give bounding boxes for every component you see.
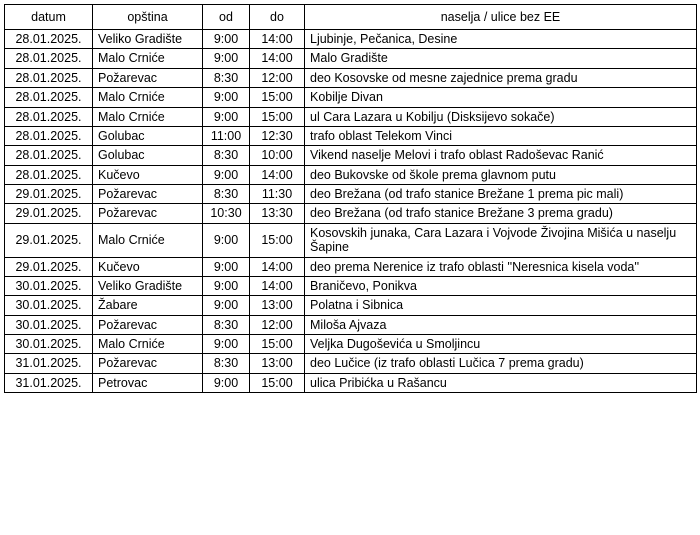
table-row (5, 223, 697, 257)
cell-municipality: Golubac (93, 126, 203, 145)
cell-municipality: Golubac (93, 146, 203, 165)
table-row (5, 185, 697, 204)
table-row (5, 126, 697, 145)
table-row (5, 373, 697, 392)
table-row (5, 296, 697, 315)
table-header (5, 5, 697, 30)
cell-areas: Braničevo, Ponikva (305, 276, 697, 295)
cell-time-to: 15:00 (250, 88, 305, 107)
cell-municipality: Žabare (93, 296, 203, 315)
cell-municipality: Veliko Gradište (93, 30, 203, 49)
cell-time-to: 10:00 (250, 146, 305, 165)
cell-time-to: 12:00 (250, 68, 305, 87)
cell-areas: Miloša Ajvaza (305, 315, 697, 334)
table-header-row (5, 5, 697, 30)
cell-areas: deo Lučice (iz trafo oblasti Lučica 7 prema gradu) (305, 354, 697, 373)
cell-date: 31.01.2025. (5, 373, 93, 392)
cell-date: 29.01.2025. (5, 257, 93, 276)
table-row (5, 68, 697, 87)
cell-municipality: Malo Crniće (93, 49, 203, 68)
cell-time-to: 14:00 (250, 257, 305, 276)
cell-areas: Kobilje Divan (305, 88, 697, 107)
power-outage-table (4, 4, 697, 393)
cell-time-from: 9:00 (203, 49, 250, 68)
table-row (5, 204, 697, 223)
cell-time-from: 9:00 (203, 373, 250, 392)
cell-date: 29.01.2025. (5, 223, 93, 257)
column-header-municipality: opština (93, 5, 203, 30)
cell-date: 28.01.2025. (5, 146, 93, 165)
cell-time-from: 9:00 (203, 335, 250, 354)
cell-time-from: 8:30 (203, 185, 250, 204)
column-header-date: datum (5, 5, 93, 30)
cell-date: 29.01.2025. (5, 185, 93, 204)
table-row (5, 146, 697, 165)
cell-areas: Ljubinje, Pečanica, Desine (305, 30, 697, 49)
cell-time-from: 9:00 (203, 107, 250, 126)
cell-time-to: 13:00 (250, 296, 305, 315)
column-header-areas: naselja / ulice bez EE (305, 5, 697, 30)
table-row (5, 257, 697, 276)
table-row (5, 88, 697, 107)
cell-time-from: 9:00 (203, 88, 250, 107)
cell-municipality: Požarevac (93, 204, 203, 223)
cell-time-from: 9:00 (203, 30, 250, 49)
cell-areas: deo Brežana (od trafo stanice Brežane 3 prema gradu) (305, 204, 697, 223)
cell-municipality: Kučevo (93, 257, 203, 276)
cell-municipality: Požarevac (93, 68, 203, 87)
table-row (5, 165, 697, 184)
cell-time-from: 9:00 (203, 165, 250, 184)
cell-date: 28.01.2025. (5, 88, 93, 107)
table-body (5, 30, 697, 393)
cell-time-from: 8:30 (203, 146, 250, 165)
cell-municipality: Malo Crniće (93, 223, 203, 257)
cell-time-from: 10:30 (203, 204, 250, 223)
cell-time-to: 14:00 (250, 165, 305, 184)
cell-time-to: 13:00 (250, 354, 305, 373)
cell-municipality: Petrovac (93, 373, 203, 392)
cell-date: 28.01.2025. (5, 30, 93, 49)
cell-time-from: 9:00 (203, 223, 250, 257)
cell-time-from: 9:00 (203, 276, 250, 295)
cell-areas: Veljka Dugoševića u Smoljincu (305, 335, 697, 354)
cell-time-to: 13:30 (250, 204, 305, 223)
cell-time-to: 15:00 (250, 223, 305, 257)
cell-municipality: Požarevac (93, 185, 203, 204)
table-row (5, 107, 697, 126)
table-row (5, 49, 697, 68)
table-row (5, 354, 697, 373)
cell-date: 30.01.2025. (5, 276, 93, 295)
cell-time-to: 12:00 (250, 315, 305, 334)
cell-date: 28.01.2025. (5, 49, 93, 68)
cell-date: 30.01.2025. (5, 335, 93, 354)
cell-time-to: 12:30 (250, 126, 305, 145)
table-row (5, 335, 697, 354)
table-row (5, 276, 697, 295)
cell-areas: deo prema Nerenice iz trafo oblasti ''Neresnica kisela voda'' (305, 257, 697, 276)
cell-areas: deo Brežana (od trafo stanice Brežane 1 prema pic mali) (305, 185, 697, 204)
table-row (5, 30, 697, 49)
cell-time-from: 8:30 (203, 68, 250, 87)
column-header-to: do (250, 5, 305, 30)
cell-date: 28.01.2025. (5, 107, 93, 126)
cell-time-from: 9:00 (203, 257, 250, 276)
cell-time-to: 11:30 (250, 185, 305, 204)
cell-date: 31.01.2025. (5, 354, 93, 373)
column-header-from: od (203, 5, 250, 30)
cell-date: 28.01.2025. (5, 165, 93, 184)
cell-municipality: Malo Crniće (93, 107, 203, 126)
cell-municipality: Kučevo (93, 165, 203, 184)
cell-areas: Kosovskih junaka, Cara Lazara i Vojvode Živojina Mišića u naselju Šapine (305, 223, 697, 257)
cell-time-from: 11:00 (203, 126, 250, 145)
cell-municipality: Veliko Gradište (93, 276, 203, 295)
cell-municipality: Požarevac (93, 354, 203, 373)
cell-municipality: Požarevac (93, 315, 203, 334)
cell-areas: deo Bukovske od škole prema glavnom putu (305, 165, 697, 184)
cell-areas: trafo oblast Telekom Vinci (305, 126, 697, 145)
cell-time-to: 15:00 (250, 335, 305, 354)
cell-time-to: 14:00 (250, 49, 305, 68)
cell-areas: ul Cara Lazara u Kobilju (Disksijevo sokače) (305, 107, 697, 126)
cell-time-from: 9:00 (203, 296, 250, 315)
cell-areas: Vikend naselje Melovi i trafo oblast Radoševac Ranić (305, 146, 697, 165)
cell-time-to: 15:00 (250, 373, 305, 392)
cell-municipality: Malo Crniće (93, 88, 203, 107)
cell-time-from: 8:30 (203, 354, 250, 373)
cell-date: 28.01.2025. (5, 126, 93, 145)
cell-date: 30.01.2025. (5, 315, 93, 334)
cell-date: 28.01.2025. (5, 68, 93, 87)
table-row (5, 315, 697, 334)
cell-date: 29.01.2025. (5, 204, 93, 223)
cell-areas: ulica Pribićka u Rašancu (305, 373, 697, 392)
cell-time-to: 14:00 (250, 30, 305, 49)
cell-areas: deo Kosovske od mesne zajednice prema gradu (305, 68, 697, 87)
cell-areas: Malo Gradište (305, 49, 697, 68)
cell-time-to: 14:00 (250, 276, 305, 295)
cell-time-from: 8:30 (203, 315, 250, 334)
cell-municipality: Malo Crniće (93, 335, 203, 354)
cell-areas: Polatna i Sibnica (305, 296, 697, 315)
cell-time-to: 15:00 (250, 107, 305, 126)
cell-date: 30.01.2025. (5, 296, 93, 315)
